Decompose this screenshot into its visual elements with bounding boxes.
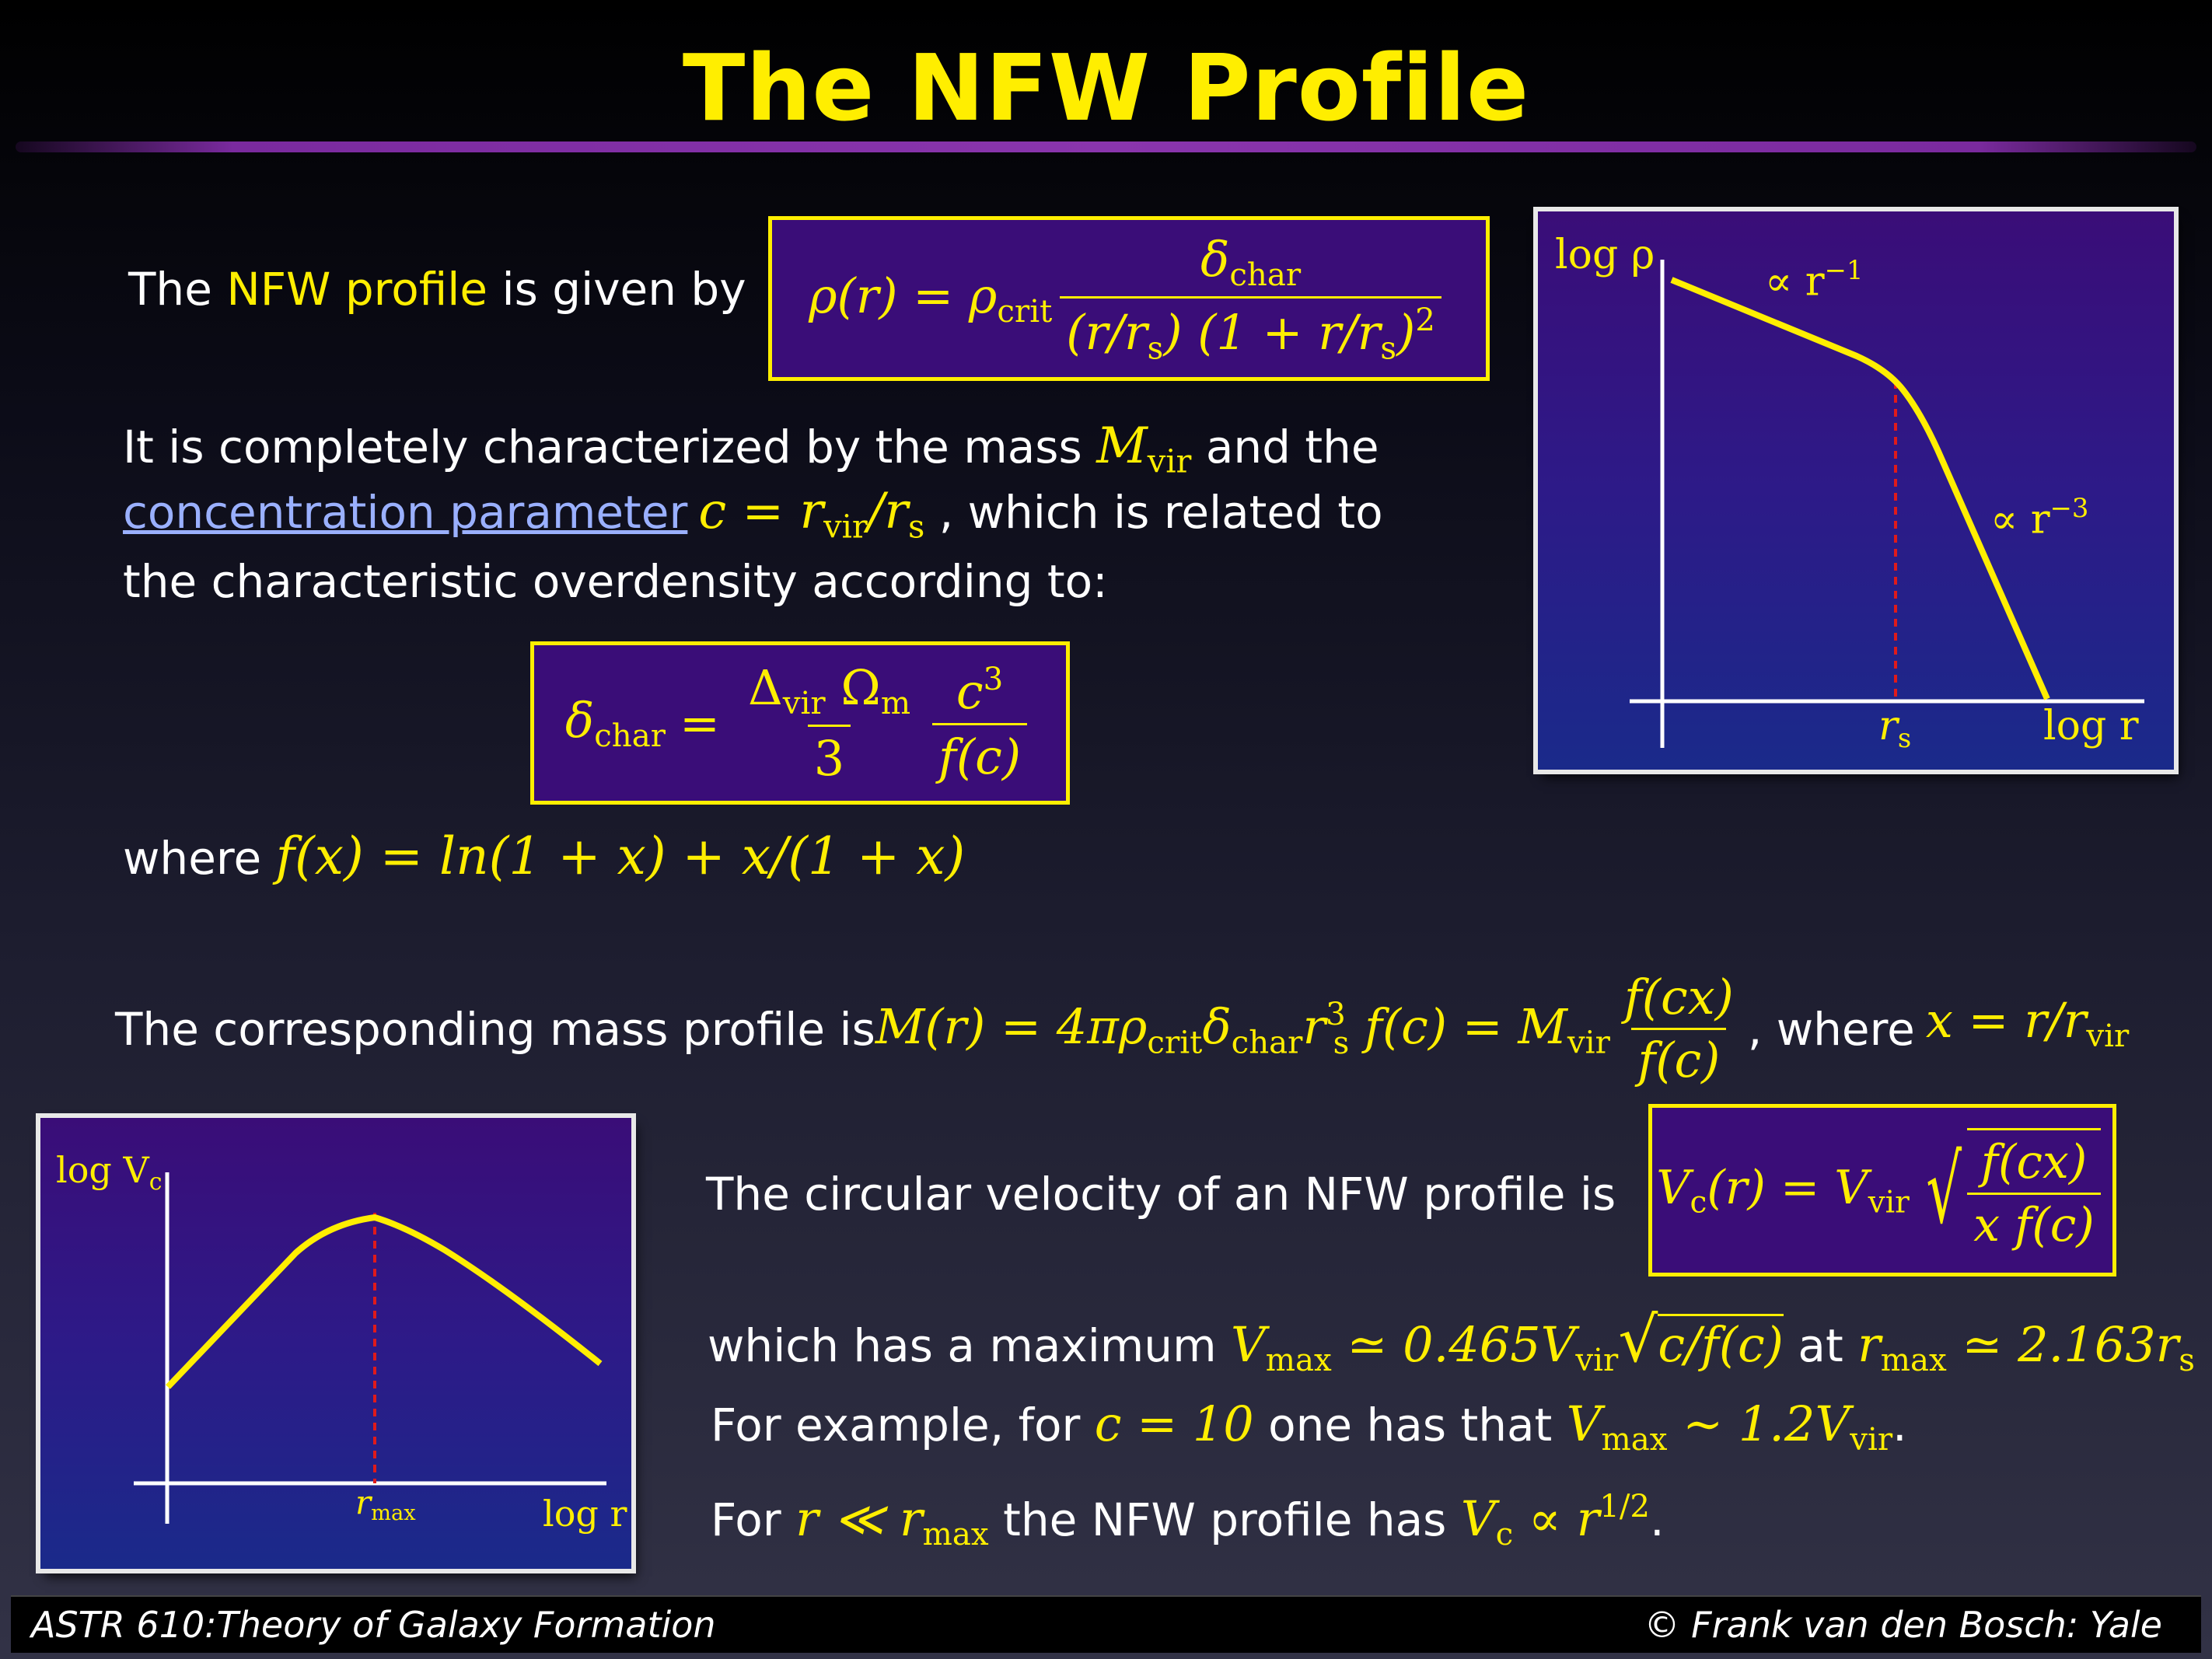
footer-author: © Frank van den Bosch: Yale	[1644, 1604, 2162, 1646]
delta-char-equation-box	[530, 641, 1070, 805]
sqrt-small-icon: √	[1618, 1304, 1658, 1376]
velocity-curve	[168, 1217, 600, 1387]
example-line: For example, for c = 10 one has that $V_{max}$ ∼ $1.2V_{vir}$.	[711, 1395, 1907, 1458]
characterization-line-1: It is completely characterized by the mass $M_{vir}$ and the	[123, 417, 1379, 480]
footer-course: ASTR 610:Theory of Galaxy Formation	[31, 1604, 716, 1646]
density-x-label: log r	[2043, 703, 2139, 749]
mass-profile-line: The corresponding mass profile is $M(r) = 4\pi\rho_{crit}\delta_{char}r^3_s$ $f(c) = M_{vir}$ $\frac{f(cx)}{f(c)}$ , where $x = r/r_{vir}$	[115, 969, 2130, 1088]
slope-minus-three-label: ∝ $r^{-3}$	[1990, 493, 2089, 543]
velocity-fraction: $\frac{f(cx)}{\text{x f(c)}}$	[1967, 1128, 2101, 1252]
sqrt-sign-icon: √	[1926, 1136, 1962, 1245]
rs-tick-label: $r_s$	[1878, 703, 1912, 754]
mass-fraction: $\frac{f(cx)}{f(c)}$	[1623, 969, 1734, 1088]
circular-velocity-text: The circular velocity of an NFW profile is	[706, 1168, 1616, 1221]
x-definition: $x = r/r_{vir}$	[1925, 992, 2130, 1055]
small-r-line: For r ≪ $r_{max}$ the NFW profile has $V_c \propto r^{1/2}$.	[711, 1488, 1665, 1553]
intro-text-a: The	[128, 263, 227, 316]
concentration-parameter-link[interactable]: concentration parameter	[123, 486, 688, 539]
density-curve	[1672, 280, 2047, 699]
velocity-x-label: log r	[543, 1493, 627, 1535]
footer-bar	[11, 1595, 2201, 1653]
vc-lhs: $V_c(r) = V_{vir}$	[1656, 1160, 1910, 1221]
rho-lhs: $\rho(r) = \rho_{crit}$	[809, 267, 1053, 330]
nfw-density-equation-box	[768, 216, 1490, 381]
nfw-profile-highlight: NFW profile	[226, 263, 488, 316]
delta-char-lhs: $\delta_{char}$	[564, 691, 666, 755]
concentration-formula: $c = r_{vir}/r_s$	[698, 483, 925, 546]
circular-velocity-equation-box	[1648, 1104, 2116, 1277]
mass-profile-formula: $M(r) = 4\pi\rho_{crit}\delta_{char}r^3_s$ $f(c) = M_{vir}$	[875, 996, 1610, 1061]
title-divider	[16, 141, 2196, 152]
characterization-line-3: the characteristic overdensity according to:	[123, 555, 1108, 608]
density-y-label: log ρ	[1555, 232, 1655, 278]
slope-minus-one-label: ∝ $r^{-1}$	[1765, 255, 1864, 306]
density-profile-plot	[1538, 211, 2174, 770]
overdensity-fraction: $\frac{\Delta_{vir} \Omega_m}{3}$	[747, 658, 911, 788]
equals-sign: =	[680, 694, 720, 752]
nfw-intro-text	[128, 257, 746, 322]
intro-text-b: is given by	[487, 263, 746, 316]
rmax-tick-label: $r_{max}$	[355, 1483, 416, 1526]
concentration-fraction: $\frac{c^3}{f(c)}$	[932, 661, 1027, 785]
velocity-profile-plot	[40, 1118, 631, 1569]
density-fraction: $\frac{\delta_{char}}{(r/r_s) (1 + r/r_s)^2}$	[1060, 231, 1441, 366]
f-of-x-formula: f(x) = ln(1 + x) + x/(1 + x)	[275, 826, 966, 886]
slide-title: The NFW Profile	[682, 34, 1530, 141]
characterization-line-2: concentration parameter $c = r_{vir}/r_s$ , which is related to	[123, 483, 1383, 546]
vmax-line: which has a maximum $V_{max}$ ≃ $0.465V_{vir}√c/f(c)$ at $r_{max}$ ≃ $2.163r_s$	[708, 1304, 2195, 1379]
where-f-line: where f(x) = ln(1 + x) + x/(1 + x)	[123, 826, 966, 886]
velocity-y-label: $\log V_c$	[56, 1149, 162, 1196]
